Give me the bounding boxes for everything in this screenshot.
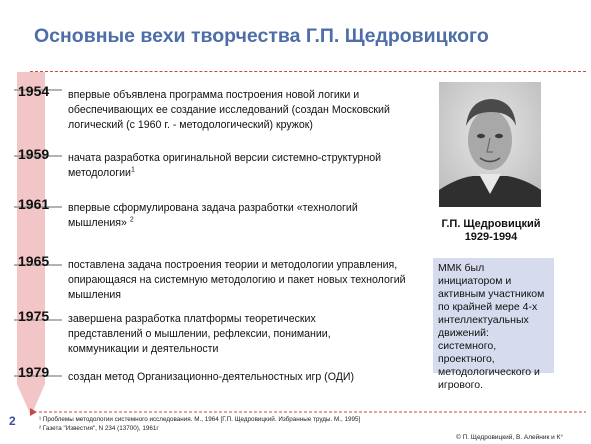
portrait-years: 1929-1994 — [464, 231, 518, 243]
year-label: 1954 — [18, 83, 50, 99]
top-divider — [30, 71, 586, 72]
portrait-photo — [439, 82, 541, 207]
footnotes — [39, 415, 360, 433]
year-label: 1965 — [18, 253, 50, 269]
page-number: 2 — [9, 414, 16, 428]
timeline-event — [68, 258, 408, 303]
event-text: начата разработка оригинальной версии системно-структурной методологии — [68, 152, 382, 179]
year-label: 1961 — [18, 196, 50, 212]
year-label: 1959 — [18, 146, 50, 162]
event-text: поставлена задача построения теории и методологии управления, опирающаяся на системную методологию и пакет новых технологий мышления — [68, 259, 406, 301]
mmk-info-box: ММК был инициатором и активным участником по крайней мере 4-х интеллектуальных движений: системного, проектного, методологического и игрового. — [433, 258, 554, 373]
footnote-item: ² Газета "Известия", N 234 (13700), 1961г — [39, 425, 159, 432]
slide-title: Основные вехи творчества Г.П. Щедровицкого — [34, 25, 489, 47]
event-text: завершена разработка платформы теоретических представлений о мышлении, рефлексии, понимании, коммуникации и деятельности — [68, 313, 331, 355]
event-text: создан метод Организационно-деятельностных игр (ОДИ) — [68, 371, 355, 383]
timeline-event — [68, 370, 424, 385]
year-label: 1979 — [18, 364, 50, 380]
portrait-caption — [426, 218, 556, 244]
portrait-image — [439, 82, 541, 207]
timeline-event — [68, 201, 398, 231]
footnote-item: ¹ Проблемы методологии системного исследования. М., 1964 [Г.П. Щедровицкий. Избранные труды. М., 1995] — [39, 416, 361, 423]
copyright: © П. Щедровицкий, В. Алейник и К° — [455, 434, 563, 441]
portrait-name: Г.П. Щедровицкий — [441, 218, 541, 230]
timeline-event — [68, 88, 398, 133]
year-label: 1975 — [18, 308, 50, 324]
footnote-ref: 2 — [129, 216, 134, 224]
event-text: впервые сформулирована задача разработки «технологий мышления» — [68, 202, 358, 229]
event-text: впервые объявлена программа построения новой логики и обеспечивающих ее создание исследований (создан Московский логический (с 1960 г. - методологический) кружок) — [68, 89, 390, 131]
timeline-event — [68, 151, 424, 181]
footnote-ref: 1 — [130, 166, 135, 174]
footer-arrow-icon — [30, 408, 37, 416]
timeline-event — [68, 312, 358, 357]
